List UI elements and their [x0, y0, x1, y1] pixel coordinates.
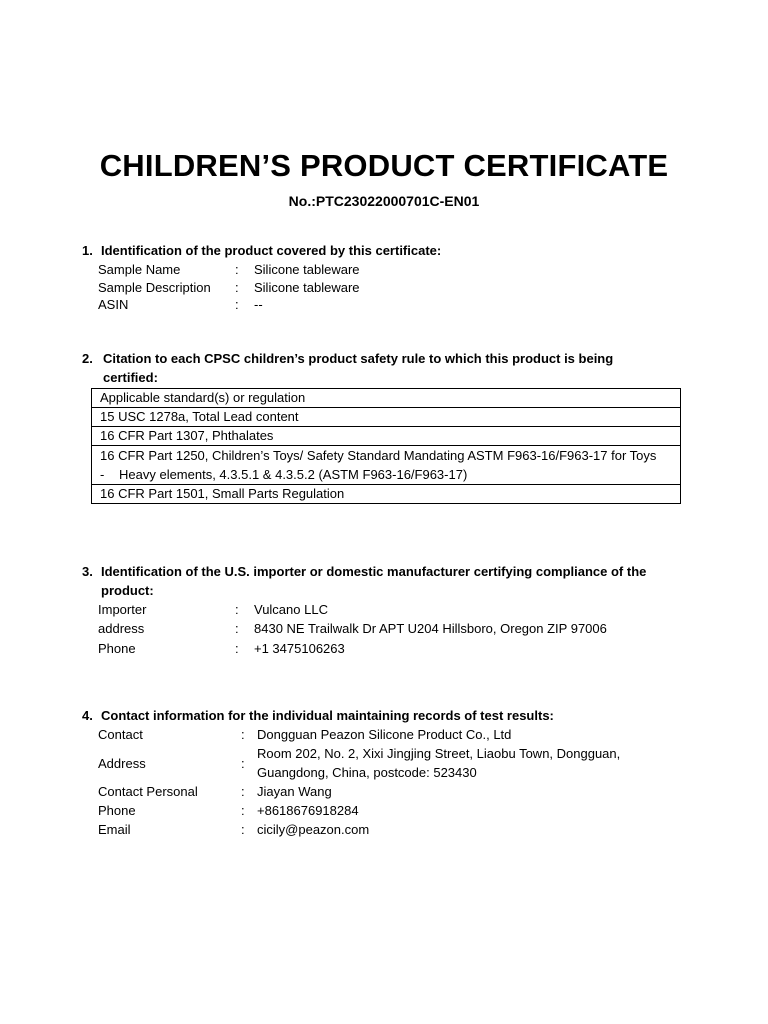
section3-number: 3. [82, 564, 93, 579]
section2-title-line2: certified: [103, 370, 158, 385]
sample-description-value: Silicone tableware [254, 279, 360, 295]
section3-heading [82, 562, 646, 600]
table-row [92, 485, 681, 504]
asin-value: -- [254, 297, 263, 312]
bullet-dash: - [100, 467, 105, 482]
section1-rows [98, 261, 698, 314]
contact-phone-value: +8618676918284 [257, 803, 359, 818]
heavy-elements-text: Heavy elements, 4.3.5.1 & 4.3.5.2 (ASTM F963-16/F963-17) [119, 467, 468, 482]
section3-title-line1: Identification of the U.S. importer or domestic manufacturer certifying compliance of the [101, 564, 647, 579]
section3-title-line2: product: [101, 583, 154, 598]
contact-personal-value: Jiayan Wang [257, 784, 332, 799]
contact-row [98, 725, 718, 744]
sample-description-row [98, 279, 698, 297]
section4-heading [82, 706, 554, 725]
separator: : [235, 262, 239, 277]
table-row [92, 446, 681, 485]
certificate-title: CHILDREN’S PRODUCT CERTIFICATE [99, 148, 669, 183]
company-address-line2: Guangdong, China, postcode: 523430 [257, 765, 477, 780]
importer-row [98, 600, 718, 619]
sample-name-value: Silicone tableware [254, 262, 360, 277]
table-cell: 15 USC 1278a, Total Lead content [92, 408, 681, 427]
company-address-line1: Room 202, No. 2, Xixi Jingjing Street, Liaobu Town, Dongguan, [257, 746, 621, 761]
sample-name-label: Sample Name [98, 262, 181, 277]
company-address-label: Address [98, 756, 146, 771]
section4-number: 4. [82, 708, 93, 723]
contact-phone-row [98, 801, 718, 820]
certificate-number: No.:PTC23022000701C-EN01 [288, 193, 480, 209]
importer-value: Vulcano LLC [254, 602, 328, 617]
section2-heading [82, 349, 613, 387]
sample-description-label: Sample Description [98, 279, 211, 295]
separator: : [241, 822, 245, 837]
section1-heading [82, 241, 441, 260]
section4-rows [98, 725, 718, 839]
separator: : [241, 803, 245, 818]
table-cell: 16 CFR Part 1307, Phthalates [92, 427, 681, 446]
heavy-elements-line [92, 465, 680, 484]
address-label: address [98, 621, 145, 637]
table-header-cell: Applicable standard(s) or regulation [92, 389, 681, 408]
separator: : [241, 784, 245, 799]
table-cell-toys [92, 446, 681, 485]
email-row [98, 820, 718, 839]
section3-rows [98, 600, 718, 658]
email-value: cicily@peazon.com [257, 822, 370, 837]
separator: : [235, 297, 239, 312]
standards-table [91, 388, 681, 504]
sample-name-row [98, 261, 698, 279]
contact-phone-label: Phone [98, 803, 136, 818]
asin-label: ASIN [98, 297, 129, 312]
phone-value: +1 3475106263 [254, 640, 345, 656]
separator: : [235, 640, 239, 656]
section4-title: Contact information for the individual maintaining records of test results: [101, 708, 554, 723]
contact-label: Contact [98, 727, 143, 742]
phone-label: Phone [98, 640, 136, 656]
separator: : [241, 727, 245, 742]
table-row [92, 427, 681, 446]
table-row [92, 408, 681, 427]
separator: : [235, 602, 239, 617]
contact-value: Dongguan Peazon Silicone Product Co., Ltd [257, 727, 512, 742]
separator: : [241, 756, 245, 771]
company-address-row [98, 744, 718, 782]
contact-personal-label: Contact Personal [98, 784, 198, 799]
table-cell: 16 CFR Part 1501, Small Parts Regulation [92, 485, 681, 504]
address-row [98, 619, 718, 638]
section1-number: 1. [82, 243, 93, 258]
phone-row [98, 639, 718, 658]
separator: : [235, 621, 239, 637]
email-label: Email [98, 822, 131, 837]
importer-label: Importer [98, 602, 147, 617]
address-value: 8430 NE Trailwalk Dr APT U204 Hillsboro, Oregon ZIP 97006 [254, 621, 607, 637]
section2-number: 2. [82, 351, 93, 366]
contact-personal-row [98, 782, 718, 801]
table-row [92, 389, 681, 408]
section2-title-line1: Citation to each CPSC children’s product safety rule to which this product is being [103, 351, 614, 366]
separator: : [235, 279, 239, 295]
toys-regulation-text: 16 CFR Part 1250, Children’s Toys/ Safety Standard Mandating ASTM F963-16/F963-17 for Toys [100, 448, 657, 463]
asin-row [98, 296, 698, 314]
section1-title: Identification of the product covered by this certificate: [101, 243, 442, 258]
